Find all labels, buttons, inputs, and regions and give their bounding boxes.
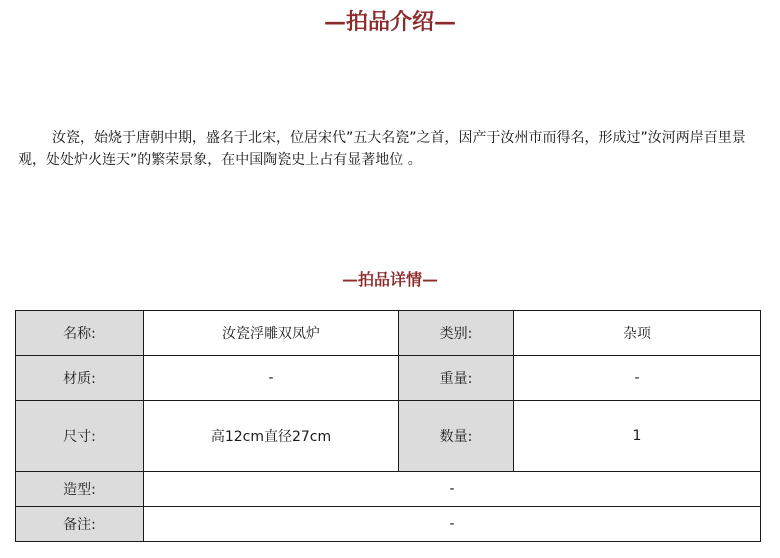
- intro-paragraph: 汝瓷，始烧于唐朝中期，盛名于北宋，位居宋代”五大名瓷”之首，因产于汝州市而得名，形成过”汝河两岸百里景观，处处炉火连天”的繁荣景象，在中国陶瓷史上占有显著地位 。: [18, 130, 746, 168]
- details-section-title: —拍品详情—: [341, 270, 438, 289]
- shape-value: -: [144, 472, 761, 507]
- material-label: 材质:: [16, 356, 144, 401]
- category-value: 杂项: [514, 311, 761, 356]
- table-row: [16, 311, 761, 356]
- remarks-value: -: [144, 507, 761, 542]
- table-row: [16, 507, 761, 542]
- category-label: 类别:: [399, 311, 514, 356]
- intro-section-title: —拍品介绍—: [323, 9, 456, 35]
- size-value: 高12cm直径27cm: [144, 401, 399, 472]
- quantity-value: 1: [514, 401, 761, 472]
- details-table: [15, 310, 761, 542]
- weight-label: 重量:: [399, 356, 514, 401]
- table-row: [16, 356, 761, 401]
- size-label: 尺寸:: [16, 401, 144, 472]
- name-label: 名称:: [16, 311, 144, 356]
- table-row: [16, 472, 761, 507]
- name-value: 汝瓷浮雕双凤炉: [144, 311, 399, 356]
- table-row: [16, 401, 761, 472]
- shape-label: 造型:: [16, 472, 144, 507]
- quantity-label: 数量:: [399, 401, 514, 472]
- weight-value: -: [514, 356, 761, 401]
- remarks-label: 备注:: [16, 507, 144, 542]
- material-value: -: [144, 356, 399, 401]
